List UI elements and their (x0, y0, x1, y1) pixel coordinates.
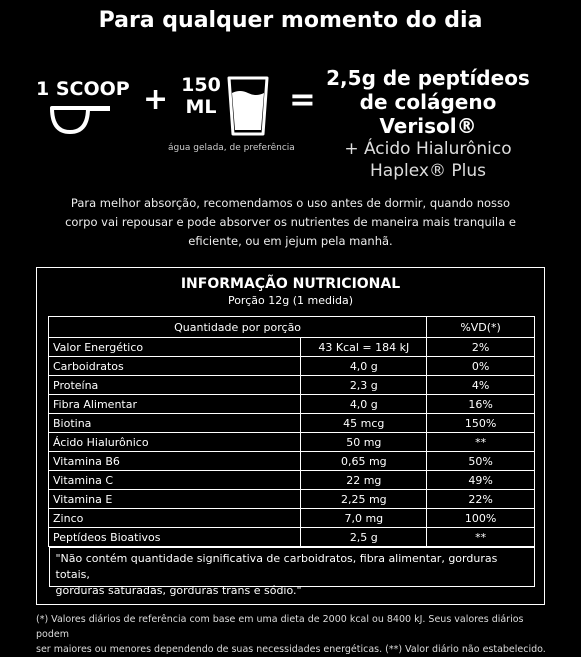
nutrient-name: Vitamina C (49, 471, 301, 490)
nutrient-vd: 100% (427, 509, 535, 528)
table-row (49, 433, 535, 452)
nutrient-amount: 4,0 g (301, 395, 427, 414)
water-amount-label (179, 74, 223, 118)
nutrient-amount: 22 mg (301, 471, 427, 490)
nutrient-vd: 50% (427, 452, 535, 471)
header-quantity: Quantidade por porção (49, 317, 427, 338)
header-vd: %VD(*) (427, 317, 535, 338)
nutrient-vd: 4% (427, 376, 535, 395)
nutrient-name: Peptídeos Bioativos (49, 528, 301, 547)
result-text (318, 66, 538, 182)
nutrient-amount: 2,3 g (301, 376, 427, 395)
nutrient-amount: 45 mcg (301, 414, 427, 433)
nutrient-amount: 2,25 mg (301, 490, 427, 509)
nutrient-vd: 16% (427, 395, 535, 414)
water-amount: 150 (181, 74, 221, 96)
plus-sign: + (143, 82, 169, 117)
nutrient-amount: 7,0 mg (301, 509, 427, 528)
scoop-label: 1 SCOOP (36, 78, 130, 100)
usage-note-line: eficiente, ou em jejum pela manhã. (188, 234, 393, 248)
nutrient-amount: 4,0 g (301, 357, 427, 376)
usage-note-line: Para melhor absorção, recomendamos o uso antes de dormir, quando nosso (70, 196, 511, 210)
nutrient-name: Vitamina B6 (49, 452, 301, 471)
usage-note-line: corpo vai repousar e pode absorver os nutrientes de maneira mais tranquila e (65, 215, 516, 229)
table-row (49, 414, 535, 433)
scoop-icon (48, 102, 112, 138)
nutrition-footnote (49, 547, 535, 597)
nutrient-amount: 2,5 g (301, 528, 427, 547)
table-row (49, 471, 535, 490)
nutrition-title: INFORMAÇÃO NUTRICIONAL (180, 276, 401, 292)
nutrient-vd: 49% (427, 471, 535, 490)
nutrient-amount: 0,65 mg (301, 452, 427, 471)
footnote-line: gorduras saturadas, gorduras trans e sódio." (55, 584, 302, 597)
nutrient-name: Ácido Hialurônico (49, 433, 301, 452)
table-row (49, 395, 535, 414)
glass-icon (226, 75, 270, 137)
serving-formula (0, 62, 581, 181)
footnote-line: "Não contém quantidade significativa de carboidratos, fibra alimentar, gorduras totais, (55, 552, 498, 581)
nutrition-facts-panel (36, 267, 545, 605)
water-note: água gelada, de preferência (168, 143, 295, 153)
legal-note (36, 612, 556, 657)
usage-note (60, 194, 521, 251)
nutrient-vd: 150% (427, 414, 535, 433)
nutrient-vd: ** (427, 433, 535, 452)
nutrient-amount: 43 Kcal = 184 kJ (301, 338, 427, 357)
nutrient-name: Vitamina E (49, 490, 301, 509)
nutrient-vd: ** (427, 528, 535, 547)
table-row (49, 528, 535, 547)
table-row (49, 338, 535, 357)
result-line-1: 2,5g de peptídeos (326, 66, 530, 90)
table-row (49, 376, 535, 395)
legal-line: ser maiores ou menores dependendo de suas necessidades energéticas. (**) Valor diário não estabelecido. (36, 644, 546, 655)
nutrient-name: Fibra Alimentar (49, 395, 301, 414)
table-row (49, 357, 535, 376)
legal-line: (*) Valores diários de referência com base em uma dieta de 2000 kcal ou 8400 kJ. Seus valores diários podem (36, 614, 524, 640)
nutrient-vd: 0% (427, 357, 535, 376)
result-line-3: + Ácido Hialurônico (344, 139, 512, 159)
result-line-2: de colágeno Verisol® (359, 90, 497, 138)
table-row (49, 509, 535, 528)
water-unit: ML (185, 96, 217, 118)
page-title: Para qualquer momento do dia (98, 8, 483, 33)
result-line-4: Haplex® Plus (370, 161, 486, 181)
table-row (49, 452, 535, 471)
nutrient-vd: 2% (427, 338, 535, 357)
nutrient-amount: 50 mg (301, 433, 427, 452)
nutrient-name: Zinco (49, 509, 301, 528)
nutrition-table (48, 316, 535, 597)
equals-sign: = (289, 80, 316, 118)
nutrient-vd: 22% (427, 490, 535, 509)
nutrient-name: Valor Energético (49, 338, 301, 357)
table-header-row (49, 317, 535, 338)
nutrient-name: Proteína (49, 376, 301, 395)
serving-size: Porção 12g (1 medida) (227, 294, 354, 307)
table-row (49, 490, 535, 509)
nutrient-name: Carboidratos (49, 357, 301, 376)
nutrient-name: Biotina (49, 414, 301, 433)
